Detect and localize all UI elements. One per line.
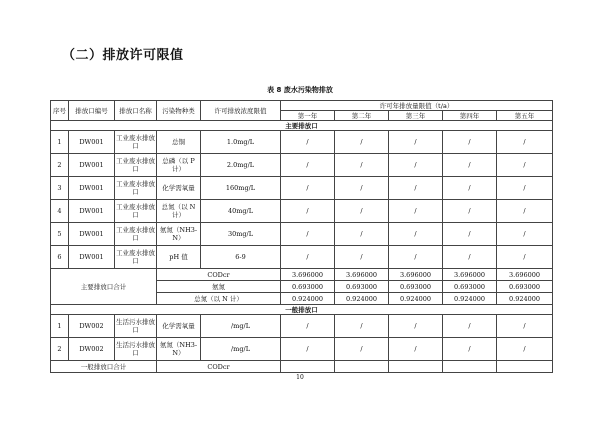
- cell-outlet-name: 工业废水排放口: [115, 223, 157, 246]
- cell-annual-value: /: [281, 223, 335, 246]
- cell-outlet-name: 工业废水排放口: [115, 131, 157, 154]
- header-annual-limit: 许可年排放量限值（t/a）: [281, 101, 553, 111]
- cell-annual-value: /: [389, 154, 443, 177]
- cell-annual-value: /: [497, 177, 553, 200]
- total-value: 3.696000: [497, 269, 553, 281]
- cell-annual-value: /: [497, 154, 553, 177]
- total-value: 3.696000: [281, 269, 335, 281]
- cell-annual-value: /: [335, 154, 389, 177]
- total-pollutant: 总氮（以 N 计）: [157, 293, 281, 305]
- table-row: [51, 315, 553, 338]
- cell-pollutant: 化学需氧量: [157, 315, 201, 338]
- cell-outlet-code: DW002: [69, 315, 115, 338]
- total-value: 0.693000: [497, 281, 553, 293]
- cell-annual-value: /: [443, 177, 497, 200]
- header-outlet-name: 排放口名称: [115, 101, 157, 121]
- cell-annual-value: /: [389, 246, 443, 269]
- header-outlet-code: 排放口编号: [69, 101, 115, 121]
- cell-annual-value: /: [497, 223, 553, 246]
- wastewater-emission-table: [50, 100, 553, 373]
- cell-conc-limit: 6-9: [201, 246, 281, 269]
- section-general-outlets: 一般排放口: [51, 305, 553, 315]
- cell-seq: 2: [51, 154, 69, 177]
- total-value: 3.696000: [389, 269, 443, 281]
- total-value: 0.924000: [389, 293, 443, 305]
- cell-outlet-name: 工业废水排放口: [115, 177, 157, 200]
- cell-outlet-name: 生活污水排放口: [115, 315, 157, 338]
- header-year: 第五年: [497, 111, 553, 121]
- header-seq: 序号: [51, 101, 69, 121]
- cell-annual-value: /: [443, 246, 497, 269]
- cell-outlet-name: 工业废水排放口: [115, 200, 157, 223]
- cell-annual-value: /: [335, 338, 389, 361]
- section-heading: （二）排放许可限值: [62, 48, 184, 63]
- cell-annual-value: /: [443, 315, 497, 338]
- cell-outlet-code: DW001: [69, 154, 115, 177]
- cell-outlet-code: DW001: [69, 223, 115, 246]
- cell-annual-value: /: [389, 223, 443, 246]
- cell-pollutant: pH 值: [157, 246, 201, 269]
- header-year: 第三年: [389, 111, 443, 121]
- cell-annual-value: /: [497, 315, 553, 338]
- cell-annual-value: /: [281, 315, 335, 338]
- cell-seq: 6: [51, 246, 69, 269]
- cell-annual-value: /: [443, 131, 497, 154]
- cell-pollutant: 总铜: [157, 131, 201, 154]
- cell-annual-value: /: [497, 200, 553, 223]
- cell-conc-limit: /mg/L: [201, 315, 281, 338]
- cell-annual-value: /: [335, 223, 389, 246]
- table-row: [51, 131, 553, 154]
- cell-annual-value: /: [335, 246, 389, 269]
- cell-outlet-code: DW001: [69, 131, 115, 154]
- cell-seq: 1: [51, 315, 69, 338]
- total-value: [497, 361, 553, 373]
- total-value: 0.924000: [335, 293, 389, 305]
- header-conc-limit: 许可排放浓度限值: [201, 101, 281, 121]
- total-pollutant: CODcr: [157, 269, 281, 281]
- cell-annual-value: /: [281, 154, 335, 177]
- cell-annual-value: /: [281, 131, 335, 154]
- cell-annual-value: /: [443, 223, 497, 246]
- cell-annual-value: /: [389, 338, 443, 361]
- total-value: [335, 361, 389, 373]
- cell-annual-value: /: [497, 338, 553, 361]
- header-year: 第一年: [281, 111, 335, 121]
- cell-annual-value: /: [335, 177, 389, 200]
- cell-conc-limit: 160mg/L: [201, 177, 281, 200]
- table-row: [51, 177, 553, 200]
- total-value: 3.696000: [443, 269, 497, 281]
- total-value: [443, 361, 497, 373]
- cell-annual-value: /: [389, 200, 443, 223]
- cell-outlet-name: 工业废水排放口: [115, 246, 157, 269]
- cell-seq: 1: [51, 131, 69, 154]
- cell-annual-value: /: [389, 177, 443, 200]
- cell-outlet-name: 生活污水排放口: [115, 338, 157, 361]
- cell-pollutant: 氨氮（NH3-N）: [157, 338, 201, 361]
- cell-seq: 3: [51, 177, 69, 200]
- cell-annual-value: /: [335, 200, 389, 223]
- total-value: 0.924000: [497, 293, 553, 305]
- table-row: [51, 200, 553, 223]
- cell-outlet-name: 工业废水排放口: [115, 154, 157, 177]
- total-pollutant: 氨氮: [157, 281, 281, 293]
- total-row: [51, 269, 553, 281]
- cell-annual-value: /: [497, 246, 553, 269]
- total-row: [51, 361, 553, 373]
- total-value: 0.924000: [281, 293, 335, 305]
- cell-annual-value: /: [443, 338, 497, 361]
- header-year: 第四年: [443, 111, 497, 121]
- header-year: 第二年: [335, 111, 389, 121]
- cell-outlet-code: DW001: [69, 246, 115, 269]
- total-label: 一般排放口合计: [51, 361, 157, 373]
- cell-outlet-code: DW001: [69, 200, 115, 223]
- cell-annual-value: /: [335, 315, 389, 338]
- total-pollutant: CODcr: [157, 361, 281, 373]
- table-row: [51, 338, 553, 361]
- total-value: [281, 361, 335, 373]
- header-pollutant: 污染物种类: [157, 101, 201, 121]
- cell-outlet-code: DW002: [69, 338, 115, 361]
- cell-pollutant: 总磷（以 P 计）: [157, 154, 201, 177]
- cell-seq: 2: [51, 338, 69, 361]
- cell-seq: 4: [51, 200, 69, 223]
- cell-pollutant: 化学需氧量: [157, 177, 201, 200]
- total-value: 0.693000: [281, 281, 335, 293]
- cell-annual-value: /: [443, 154, 497, 177]
- total-value: 0.693000: [335, 281, 389, 293]
- total-value: 0.693000: [443, 281, 497, 293]
- cell-annual-value: /: [389, 131, 443, 154]
- cell-annual-value: /: [281, 246, 335, 269]
- cell-seq: 5: [51, 223, 69, 246]
- cell-conc-limit: 40mg/L: [201, 200, 281, 223]
- section-main-outlets: 主要排放口: [51, 121, 553, 131]
- cell-annual-value: /: [281, 338, 335, 361]
- cell-outlet-code: DW001: [69, 177, 115, 200]
- cell-conc-limit: /mg/L: [201, 338, 281, 361]
- cell-annual-value: /: [335, 131, 389, 154]
- cell-annual-value: /: [389, 315, 443, 338]
- cell-conc-limit: 30mg/L: [201, 223, 281, 246]
- total-value: 3.696000: [335, 269, 389, 281]
- total-value: 0.693000: [389, 281, 443, 293]
- total-value: 0.924000: [443, 293, 497, 305]
- cell-annual-value: /: [497, 131, 553, 154]
- cell-pollutant: 总氮（以 N 计）: [157, 200, 201, 223]
- table-caption: 表 8 废水污染物排放: [267, 86, 333, 94]
- cell-annual-value: /: [443, 200, 497, 223]
- cell-pollutant: 氨氮（NH3-N）: [157, 223, 201, 246]
- cell-annual-value: /: [281, 177, 335, 200]
- table-row: [51, 246, 553, 269]
- table-row: [51, 154, 553, 177]
- cell-conc-limit: 1.0mg/L: [201, 131, 281, 154]
- page-number: 10: [296, 374, 304, 381]
- cell-conc-limit: 2.0mg/L: [201, 154, 281, 177]
- total-label: 主要排放口合计: [51, 269, 157, 305]
- cell-annual-value: /: [281, 200, 335, 223]
- total-value: [389, 361, 443, 373]
- table-row: [51, 223, 553, 246]
